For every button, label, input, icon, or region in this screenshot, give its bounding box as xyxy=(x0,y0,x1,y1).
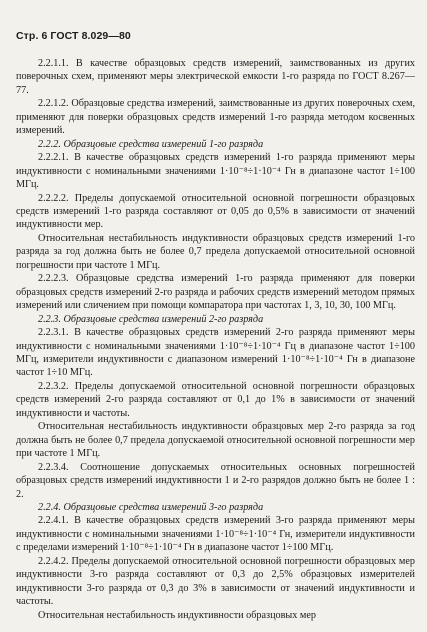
section-heading: 2.2.3. Образцовые средства измерений 2-го разряда xyxy=(38,313,264,325)
paragraph: 2.2.4.1. В качестве образцовых средств измерений 3-го разряда применяют меры индуктивности с номинальными значениями 1·10⁻⁸÷1·10⁻⁴ Гн, измерители индуктивности с пределами измерений 1·10⁻⁸÷1·10⁻⁴ Гн в диапазоне частот 1÷100 МГц. xyxy=(16,515,415,554)
paragraph: 2.2.2.1. В качестве образцовых средств измерений 1-го разряда применяют меры индуктивности с номинальными значениями 1·10⁻⁸÷1·10⁻⁴ Гн в диапазоне частот 1÷100 МГц. xyxy=(16,152,415,191)
paragraph: 2.2.2.2. Пределы допускаемой относительной основной погрешности образцовых средств измерений 1-го разряда составляют от 0,05 до 0,5% в зависимости от значений индуктивности мер. xyxy=(16,192,415,231)
paragraph: Относительная нестабильность индуктивности образцовых мер 2-го разряда за год должна быть не более 0,7 предела допускаемой относительной основной погрешности мер при частоте 1 МГц. xyxy=(16,421,415,460)
paragraph: 2.2.1.1. В качестве образцовых средств измерений, заимствованных из других поверочных схем, применяют меры электрической емкости 1-го разряда по ГОСТ 8.267—77. xyxy=(16,58,415,96)
paragraph: 2.2.1.2. Образцовые средства измерений, заимствованные из других поверочных схем, применяют для поверки образцовых средств измерений 1-го разряда методом косвенных измерений. xyxy=(16,98,415,137)
paragraph: 2.2.3.1. В качестве образцовых средств измерений 2-го разряда применяют меры индуктивности с номинальными значениями 1·10⁻⁸÷1·10⁻⁴ Гц в диапазоне частот 1÷100 МГц, измерители индуктивности с диапазоном измерений 1·10⁻⁸÷1·10⁻⁴ Гн в диапазоне частот 1÷10 МГц. xyxy=(16,327,415,379)
page-header: Стр. 6 ГОСТ 8.029—80 xyxy=(16,30,131,42)
paragraph: Относительная нестабильность индуктивности образцовых средств измерений 1-го разряда за год должна быть не более 0,7 предела допускаемой относительной основной погрешности при частоте 1 МГц. xyxy=(16,232,415,271)
paragraph: 2.2.2.3. Образцовые средства измерений 1-го разряда применяют для поверки образцовых средств измерений 2-го разряда и рабочих средств измерений методом прямых измерений или сличением при помощи компаратора при частотах 1, 3, 10, 30, 100 МГц. xyxy=(16,273,415,312)
section-heading: 2.2.4. Образцовые средства измерений 3-го разряда xyxy=(38,501,264,513)
document-body xyxy=(16,57,415,622)
paragraph: 2.2.4.2. Пределы допускаемой относительной основной погрешности образцовых мер индуктивности 3-го разряда составляют от 0,3 до 2,5% образцовых измерителей индуктивности 3-го разряда от 0,3 до 3% в зависимости от значений индуктивности и частоты. xyxy=(16,555,415,608)
paragraph: Относительная нестабильность индуктивности образцовых мер xyxy=(38,609,316,621)
paragraph: 2.2.3.4. Соотношение допускаемых относительных основных погрешностей образцовых средств измерений индуктивности 1 и 2-го разрядов должно быть не более 1 : 2. xyxy=(16,461,415,500)
section-heading: 2.2.2. Образцовые средства измерений 1-го разряда xyxy=(38,138,264,150)
paragraph: 2.2.3.2. Пределы допускаемой относительной основной погрешности образцовых средств измерений 2-го разряда составляют от 0,1 до 1% в зависимости от значений индуктивности и частоты. xyxy=(16,380,415,419)
